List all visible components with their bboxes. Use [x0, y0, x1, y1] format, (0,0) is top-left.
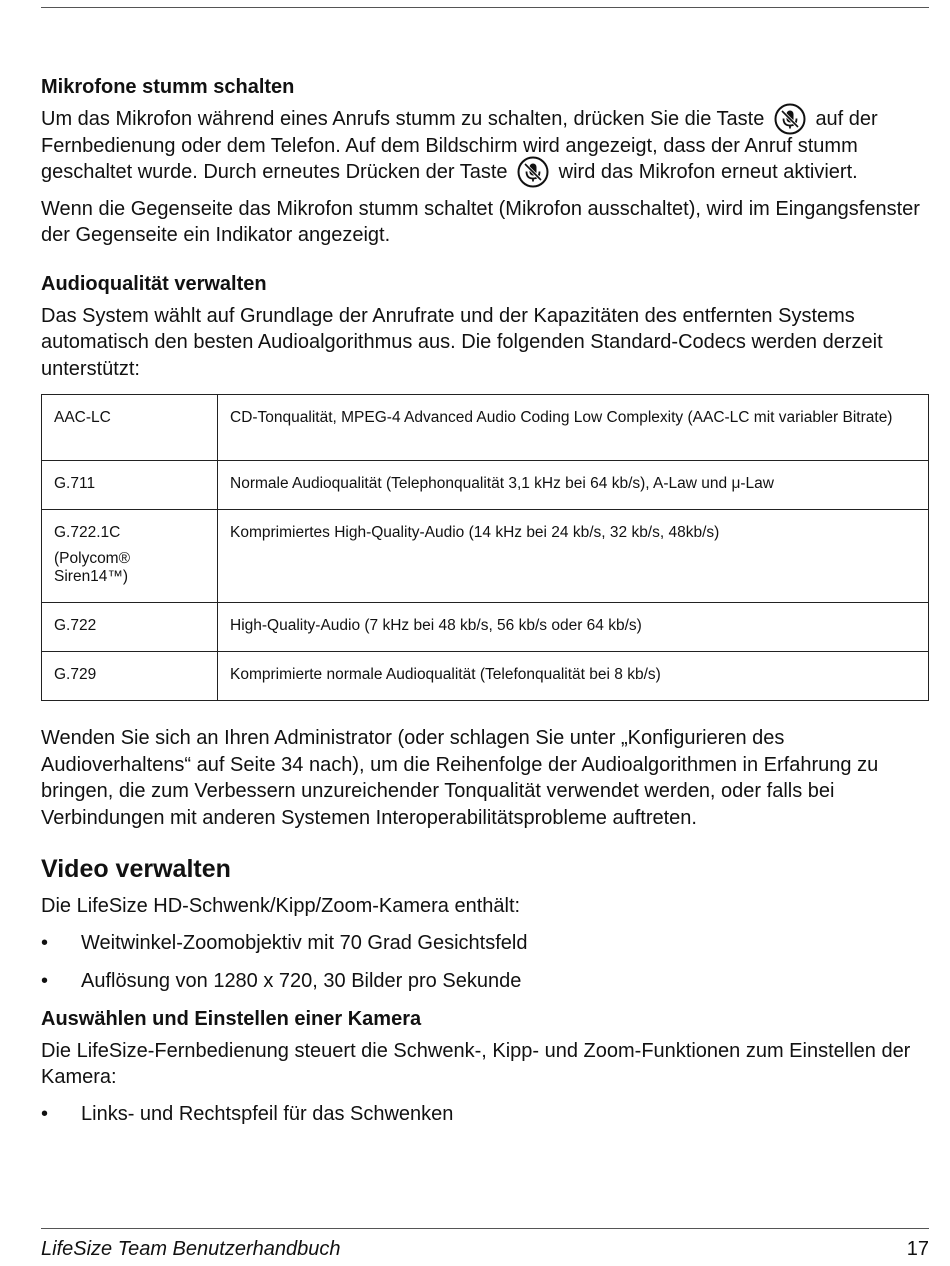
video-feature-list [41, 930, 929, 994]
codec-name: G.711 [42, 461, 218, 510]
page-content [41, 74, 929, 1139]
codec-table [41, 394, 929, 701]
camera-control-list [41, 1101, 929, 1127]
mute-heading: Mikrofone stumm schalten [41, 76, 295, 98]
codec-description: Komprimierte normale Audioqualität (Telefonqualität bei 8 kb/s) [218, 652, 929, 701]
table-row [42, 395, 929, 461]
header-rule [41, 7, 929, 8]
codec-description: Normale Audioqualität (Telephonqualität 3,1 kHz bei 64 kb/s), A-Law und μ-Law [218, 461, 929, 510]
table-row [42, 510, 929, 603]
codec-description: Komprimiertes High-Quality-Audio (14 kHz bei 24 kb/s, 32 kb/s, 48kb/s) [218, 510, 929, 603]
camera-section [41, 1006, 929, 1127]
page-number: 17 [906, 1238, 929, 1260]
codec-name-sub: (Polycom® Siren14™) [54, 550, 131, 585]
audio-intro: Das System wählt auf Grundlage der Anrufrate und der Kapazitäten des entfernten Systems automatisch den besten Audioalgorithmus aus. Die folgenden Standard-Codecs werden derzeit unterstützt: [41, 304, 883, 380]
codec-name: G.722.1C [54, 524, 121, 541]
audio-section [41, 271, 929, 832]
list-item: • Weitwinkel-Zoomobjektiv mit 70 Grad Gesichtsfeld [41, 931, 528, 954]
table-row [42, 652, 929, 701]
codec-name: AAC-LC [42, 395, 218, 461]
codec-name: G.729 [42, 652, 218, 701]
audio-admin-note: Wenden Sie sich an Ihren Administrator (oder schlagen Sie unter „Konfigurieren des Audioverhaltens“ auf Seite 34 nach), um die Reihenfolge der Audioalgorithmen in Erfahrung zu bringen, die zum Verbessern unzureichender Tonqualität verwendet werden, oder falls bei Verbindungen mit anderen Systemen Interoperabilitätsprobleme auftreten. [41, 727, 879, 829]
footer-title: LifeSize Team Benutzerhandbuch [41, 1238, 341, 1260]
mic-mute-icon [517, 156, 549, 188]
codec-name: G.722 [42, 603, 218, 652]
camera-heading: Auswählen und Einstellen einer Kamera [41, 1007, 422, 1030]
mic-mute-icon [774, 103, 806, 135]
codec-name-cell [42, 510, 218, 603]
mute-paragraph-2: Wenn die Gegenseite das Mikrofon stumm schaltet (Mikrofon ausschaltet), wird im Eingangsfenster der Gegenseite ein Indikator angezeigt. [41, 197, 920, 246]
table-row [42, 461, 929, 510]
table-row [42, 603, 929, 652]
bullet: • [41, 1102, 49, 1125]
list-item: • Auflösung von 1280 x 720, 30 Bilder pro Sekunde [41, 969, 522, 992]
video-heading: Video verwalten [41, 855, 231, 883]
list-item: • Links- und Rechtspfeil für das Schwenken [41, 1102, 454, 1125]
mute-paragraph-1: Um das Mikrofon während eines Anrufs stumm zu schalten, drücken Sie die Taste auf der Fernbedienung oder dem Telefon. Auf dem Bildschirm wird angezeigt, dass der Anruf stumm geschaltet wurde. Durch erneutes Drücken der Taste wird das Mikrofon erneut aktiviert. [41, 106, 929, 186]
camera-intro: Die LifeSize-Fernbedienung steuert die Schwenk-, Kipp- und Zoom-Funktionen zum Einstellen der Kamera: [41, 1039, 911, 1088]
video-section [41, 853, 929, 994]
bullet: • [41, 931, 49, 954]
footer-rule [41, 1228, 929, 1229]
video-intro: Die LifeSize HD-Schwenk/Kipp/Zoom-Kamera enthält: [41, 895, 521, 917]
bullet: • [41, 969, 49, 992]
mute-section [41, 74, 929, 249]
codec-description: CD-Tonqualität, MPEG-4 Advanced Audio Coding Low Complexity (AAC-LC mit variabler Bitrate) [218, 395, 929, 461]
audio-heading: Audioqualität verwalten [41, 272, 267, 295]
codec-description: High-Quality-Audio (7 kHz bei 48 kb/s, 56 kb/s oder 64 kb/s) [218, 603, 929, 652]
